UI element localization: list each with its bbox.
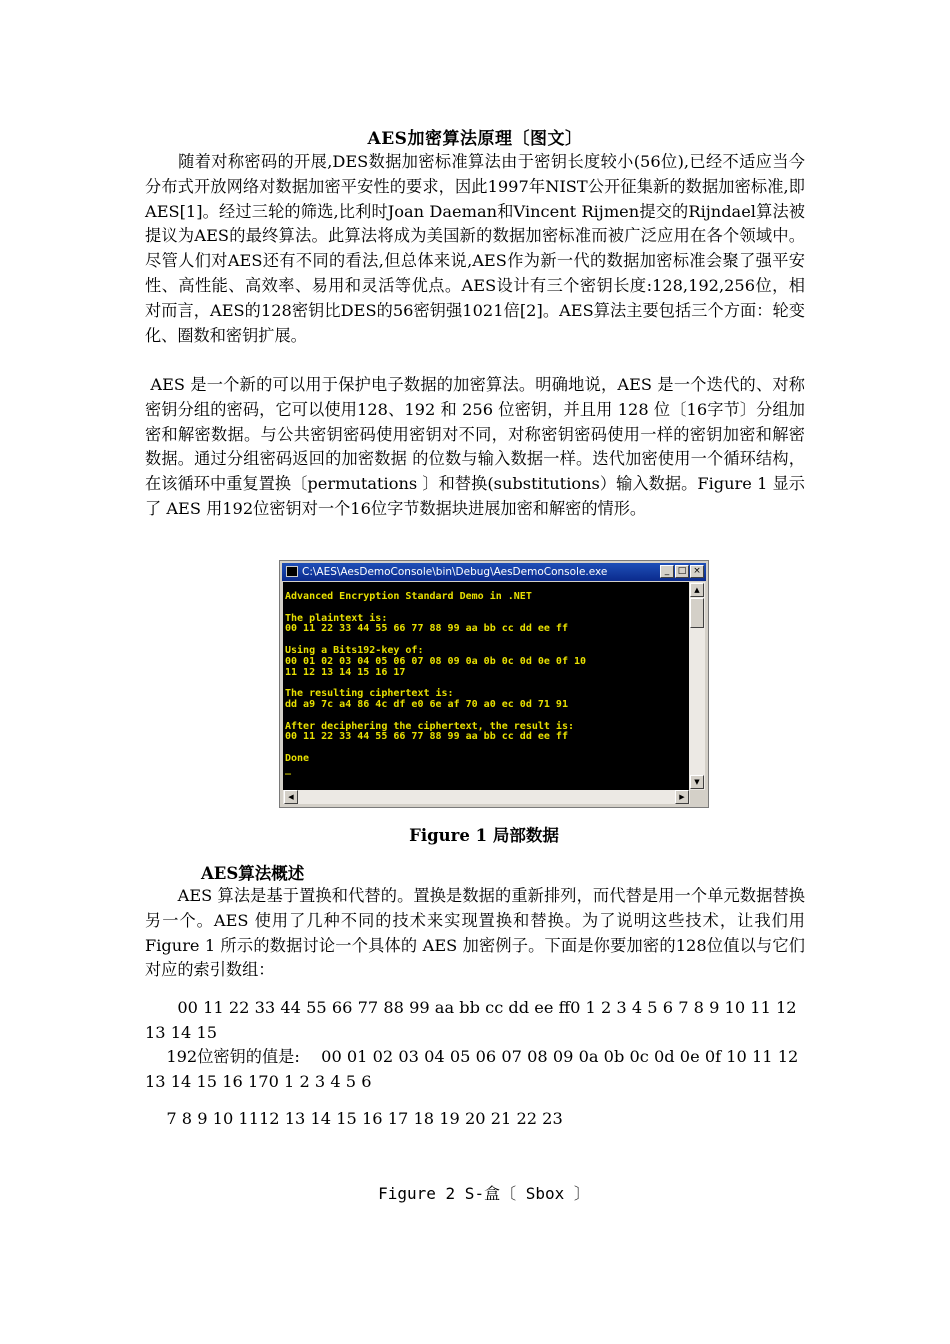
scroll-down-icon[interactable]: ▼ — [690, 775, 704, 789]
scroll-right-icon[interactable]: ▶ — [675, 790, 689, 804]
document-title: AES加密算法原理〔图文〕 — [367, 129, 583, 149]
key-index-line: 7 8 9 10 1112 13 14 15 16 17 18 19 20 21 22 23 — [145, 1109, 563, 1128]
vertical-scrollbar[interactable] — [689, 582, 705, 790]
key-data-line: 192位密钥的值是: 00 01 02 03 04 05 06 07 08 09 0a 0b 0c 0d 0e 0f 10 11 12 13 14 15 16 170 1 2 3 4 5 6 — [145, 1047, 804, 1091]
console-titlebar — [282, 563, 706, 581]
maximize-icon[interactable]: □ — [675, 565, 689, 578]
console-window-title: C:\AES\AesDemoConsole\bin\Debug\AesDemoConsole.exe — [302, 566, 608, 578]
console-output: Advanced Encryption Standard Demo in .NET The plaintext is: 00 11 22 33 44 55 66 77 88 99 aa bb cc dd ee ff Using a Bits192-key of: 00 01 02 03 04 05 06 07 08 09 0a 0b 0c 0d 0e 0f 10 11 12 13 14 15 16 17 The resulting ciphertext is: dd a9 7c a4 86 4c df e0 6e af 70 a0 ec 0d 71 91 After deciphering the ciphertext, the result is: 00 11 22 33 44 55 66 77 88 99 aa bb cc dd ee ff Done _ — [283, 582, 690, 790]
scroll-left-icon[interactable]: ◀ — [284, 790, 298, 804]
vertical-scroll-thumb[interactable] — [690, 598, 704, 628]
minimize-icon[interactable]: _ — [660, 565, 674, 578]
figure1-caption: Figure 1 局部数据 — [409, 826, 559, 845]
scroll-up-icon[interactable]: ▲ — [690, 583, 704, 597]
paragraph-overview: AES 算法是基于置换和代替的。置换是数据的重新排列，而代替是用一个单元数据替换另一个。AES 使用了几种不同的技术来实现置换和替换。为了说明这些技术，让我们用 Figure 1 所示的数据讨论一个具体的 AES 加密例子。下面是你要加密的128位值以与它们对应的索引数组： — [145, 886, 811, 980]
figure2-caption: Figure 2 S-盒〔 Sbox 〕 — [378, 1184, 590, 1203]
console-window-figure — [279, 560, 709, 808]
horizontal-scrollbar[interactable] — [283, 790, 690, 804]
plaintext-data-line: 00 11 22 33 44 55 66 77 88 99 aa bb cc dd ee ff0 1 2 3 4 5 6 7 8 9 10 11 12 13 14 15 — [145, 998, 802, 1042]
close-icon[interactable]: × — [690, 565, 704, 578]
paragraph-intro: 随着对称密码的开展,DES数据加密标准算法由于密钥长度较小(56位),已经不适应当今分布式开放网络对数据加密平安性的要求，因此1997年NIST公开征集新的数据加密标准,即AES[1]。经过三轮的筛选,比利时Joan Daeman和Vincent Rijmen提交的Rijndael算法被提议为AES的最终算法。此算法将成为美国新的数据加密标准而被广泛应用在各个领域中。尽管人们对AES还有不同的看法,但总体来说,AES作为新一代的数据加密标准会聚了强平安性、高性能、高效率、易用和灵活等优点。AES设计有三个密钥长度:128,192,256位，相对而言，AES的128密钥比DES的56密钥强1021倍[2]。AES算法主要包括三个方面：轮变化、圈数和密钥扩展。 — [145, 152, 805, 345]
window-controls — [660, 565, 704, 578]
paragraph-aes-description: AES 是一个新的可以用于保护电子数据的加密算法。明确地说，AES 是一个迭代的、对称密钥分组的密码，它可以使用128、192 和 256 位密钥，并且用 128 位〔16字节〕分组加密和解密数据。与公共密钥密码使用密钥对不同，对称密钥密码使用一样的密钥加密和解密数据。通过分组密码返回的加密数据 的位数与输入数据一样。迭代加密使用一个循环结构，在该循环中重复置换〔permutations 〕和替换(substitutions）输入数据。Figure 1 显示了 AES 用192位密钥对一个16位字节数据块进展加密和解密的情形。 — [145, 375, 805, 518]
section-heading: AES算法概述 — [201, 864, 305, 883]
console-app-icon — [286, 566, 298, 577]
